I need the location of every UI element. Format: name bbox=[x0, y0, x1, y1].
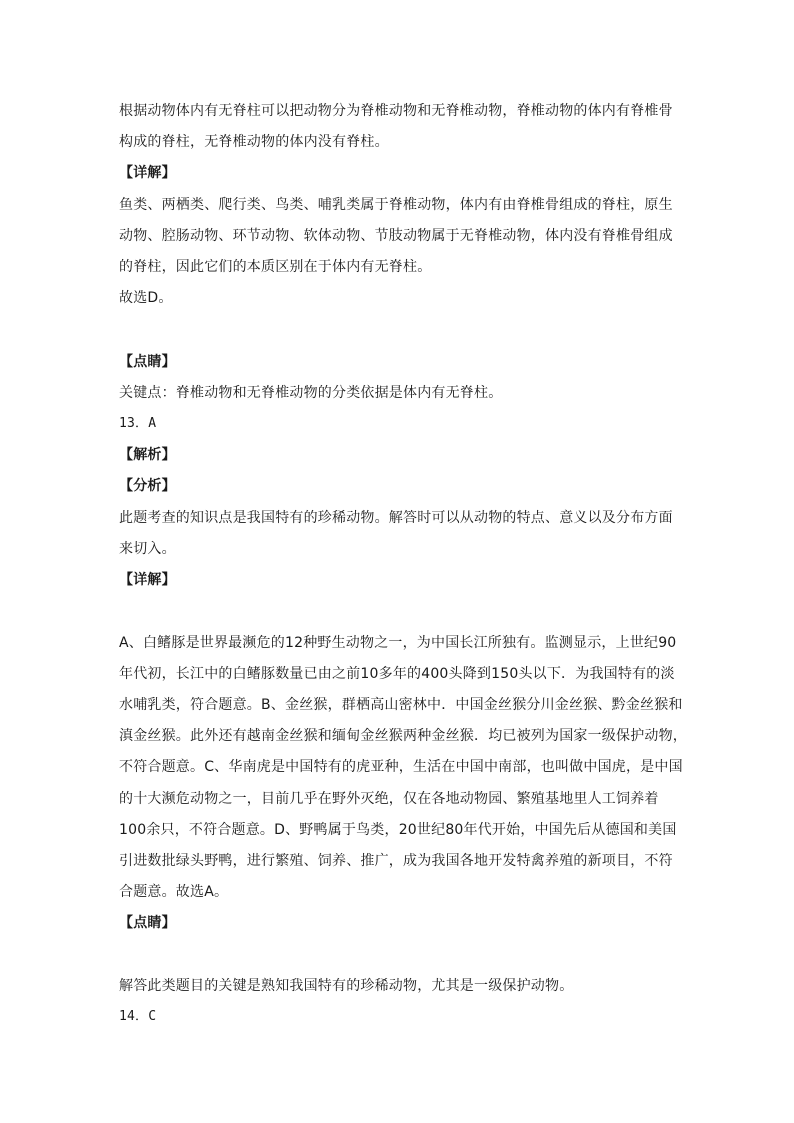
text-line: 不符合题意。C、华南虎是中国特有的虎亚种，生活在中国中南部，也叫做中国虎，是中国 bbox=[119, 759, 683, 775]
text-line: 引进数批绿头野鸭，进行繁殖、饲养、推广，成为我国各地开发特禽养殖的新项目，不符 bbox=[119, 853, 673, 869]
section-heading-analysis: 【解析】 bbox=[119, 447, 176, 463]
text-line: 100余只，不符合题意。D、野鸭属于鸟类，20世纪80年代开始，中国先后从德国和美国 bbox=[119, 822, 677, 838]
section-heading-comment: 【点睛】 bbox=[119, 354, 176, 370]
text-line: 构成的脊柱，无脊椎动物的体内没有脊柱。 bbox=[119, 134, 389, 150]
text-line: 解答此类题目的关键是熟知我国特有的珍稀动物，尤其是一级保护动物。 bbox=[119, 978, 574, 994]
text-line: 水哺乳类，符合题意。B、金丝猴，群栖高山密林中．中国金丝猴分川金丝猴、黔金丝猴和 bbox=[119, 697, 683, 713]
text-line: 的脊柱，因此它们的本质区别在于体内有无脊柱。 bbox=[119, 259, 432, 275]
question-number: 13．A bbox=[119, 416, 157, 431]
text-line: 关键点：脊椎动物和无脊椎动物的分类依据是体内有无脊柱。 bbox=[119, 385, 503, 401]
text-line: 来切入。 bbox=[119, 541, 176, 557]
text-line: 根据动物体内有无脊柱可以把动物分为脊椎动物和无脊椎动物，脊椎动物的体内有脊椎骨 bbox=[119, 103, 673, 119]
text-line: 的十大濒危动物之一，目前几乎在野外灭绝，仅在各地动物园、繁殖基地里人工饲养着 bbox=[119, 791, 659, 807]
text-line: A、白鳍豚是世界最濒危的12种野生动物之一，为中国长江所独有。监测显示，上世纪90 bbox=[119, 635, 677, 651]
text-line: 鱼类、两栖类、爬行类、鸟类、哺乳类属于脊椎动物，体内有由脊椎骨组成的脊柱，原生 bbox=[119, 197, 673, 213]
section-heading-comment: 【点睛】 bbox=[119, 915, 176, 931]
section-heading-detail: 【详解】 bbox=[119, 165, 176, 181]
question-number: 14．C bbox=[119, 1009, 157, 1024]
text-line: 动物、腔肠动物、环节动物、软体动物、节肢动物属于无脊椎动物，体内没有脊椎骨组成 bbox=[119, 228, 673, 244]
answer-line: 故选D。 bbox=[119, 290, 173, 306]
section-heading-breakdown: 【分析】 bbox=[119, 478, 176, 494]
section-heading-detail: 【详解】 bbox=[119, 572, 176, 588]
answer-line: 合题意。故选A。 bbox=[119, 884, 229, 900]
text-line: 年代初，长江中的白鳍豚数量已由之前10多年的400头降到150头以下．为我国特有的淡 bbox=[119, 666, 675, 682]
text-line: 此题考查的知识点是我国特有的珍稀动物。解答时可以从动物的特点、意义以及分布方面 bbox=[119, 510, 673, 526]
text-line: 滇金丝猴。此外还有越南金丝猴和缅甸金丝猴两种金丝猴．均已被列为国家一级保护动物， bbox=[119, 728, 687, 744]
